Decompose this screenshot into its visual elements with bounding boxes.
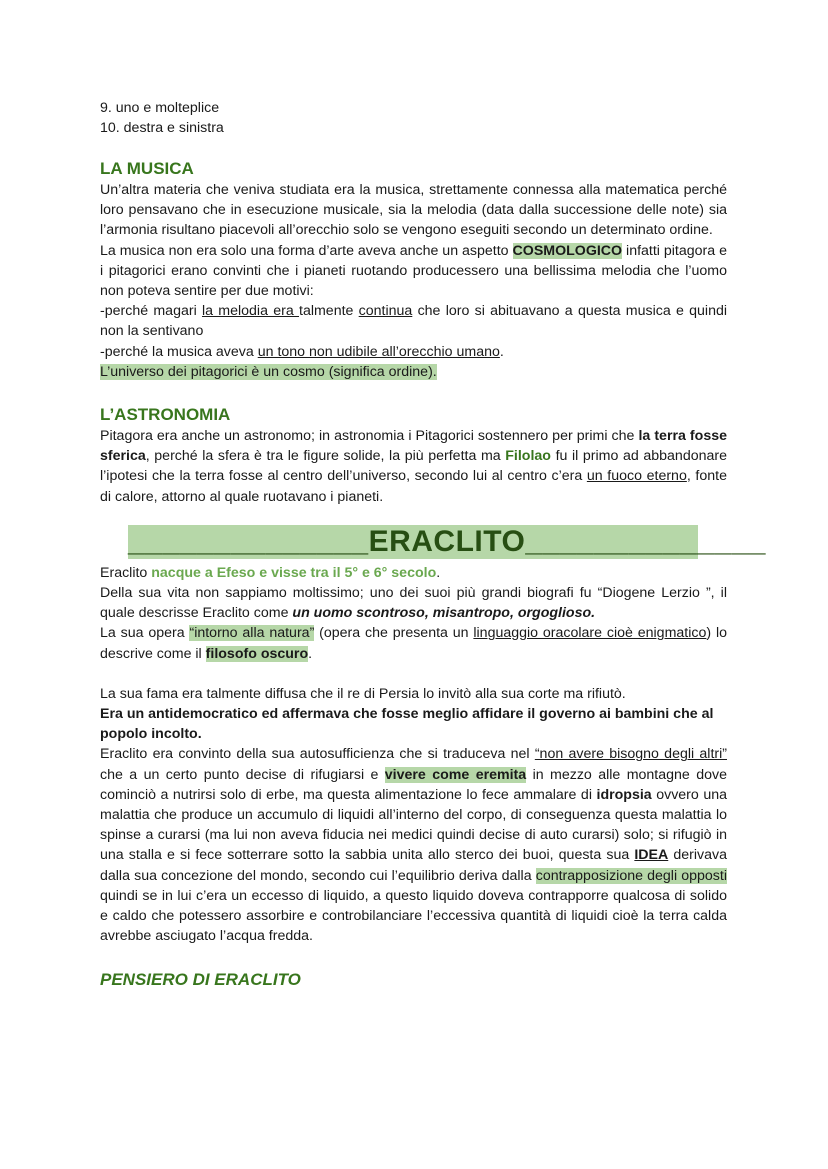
list-item: 9. uno e molteplice [100,100,220,116]
document-page [100,98,766,991]
paragraph: Eraclito nacque a Efeso e visse tra il 5° e 6° secolo. [100,564,441,581]
highlight-filosofo-oscuro: filosofo oscuro [205,645,309,662]
section-heading-pensiero: PENSIERO DI ERACLITO [100,969,301,989]
list-continuation [100,98,727,138]
paragraph [100,362,727,382]
paragraph: Della sua vita non sappiamo moltissimo; uno dei suoi più grandi biografi fu “Diogene Lerzio ”, il quale descrisse Eraclito come un uomo scontroso, misantropo, orgoglioso. [100,585,727,622]
highlight-cosmo: L’universo dei pitagorici è un cosmo (significa ordine). [100,363,437,380]
paragraph: Era un antidemocratico ed affermava che fosse meglio affidare il governo ai bambini che al popolo incolto. [100,706,714,743]
highlight-opposti: contrapposizione degli opposti [535,867,727,884]
paragraph: Pitagora era anche un astronomo; in astronomia i Pitagorici sostennero per primi che la terra fosse sferica, perché la sfera è tra le figure solide, la più perfetta ma Filolao fu il primo ad abbandonare l’ipotesi che la terra fosse al centro dell’universo, secondo lui al centro c’era un fuoco eterno, fonte di calore, attorno al quale ruotavano i pianeti. [100,428,727,505]
highlight-opera: “intorno alla natura” [189,625,315,642]
highlight-cosmologico: COSMOLOGICO [512,242,623,259]
paragraph: La sua opera “intorno alla natura” (opera che presenta un linguaggio oracolare cioè enigmatico) lo descrive come il filosofo oscuro. [100,625,727,662]
section-eraclito [100,563,727,947]
paragraph: La musica non era solo una forma d’arte aveva anche un aspetto COSMOLOGICO infatti pitagora e i pitagorici erano convinti che i pianeti ruotando producessero una bellissima melodia che l’uomo non poteva sentire per due motivi: [100,242,727,300]
paragraph: -perché la musica aveva un tono non udibile all’orecchio umano. [100,343,504,360]
section-heading-astronomia: L’ASTRONOMIA [100,405,231,425]
list-item: 10. destra e sinistra [100,120,224,136]
section-astronomia [100,404,727,507]
paragraph: La sua fama era talmente diffusa che il re di Persia lo invitò alla sua corte ma rifiutò. [100,685,626,702]
paragraph: -perché magari la melodia era talmente continua che loro si abituavano a questa musica e quindi non la sentivano [100,303,727,340]
highlight-eremita: vivere come eremita [384,766,527,783]
eraclito-title-banner: ______________ERACLITO______________ [128,524,766,558]
section-heading-musica: LA MUSICA [100,159,194,178]
paragraph: Un’altra materia che veniva studiata era la musica, strettamente connessa alla matematica perché loro pensavano che in esecuzione musicale, sia la melodia (data dalla successione delle note) sia l’armonia risultano piacevoli all’orecchio solo se vengono eseguiti secondo un determinato ordine. [100,182,727,239]
section-musica [100,158,727,382]
paragraph: Eraclito era convinto della sua autosufficienza che si traduceva nel “non avere bisogno degli altri” che a un certo punto decise di rifugiarsi e vivere come eremita in mezzo alle montagne dove cominciò a nutrirsi solo di erbe, ma questa alimentazione lo fece ammalare di idropsia ovvero una malattia che produce un accumulo di liquidi all’interno del corpo, di conseguenza questa malattia lo spinse a curarsi (ma lui non aveva fiducia nei medici quindi decise di auto curarsi) solo; si rifugiò in una stalla e si fece sotterrare sotto la sabbia unita allo sterco dei buoi, questa sua IDEA derivava dalla sua concezione del mondo, secondo cui l’equilibrio deriva dalla contrapposizione degli opposti quindi se in lui c’era un eccesso di liquido, a questo liquido doveva contrapporre qualcosa di solido e caldo che potessero assorbire e controbilanciare l’eccessiva quantità di liquidi cioè la terra calda avrebbe asciugato l’acqua fredda. [100,746,727,945]
